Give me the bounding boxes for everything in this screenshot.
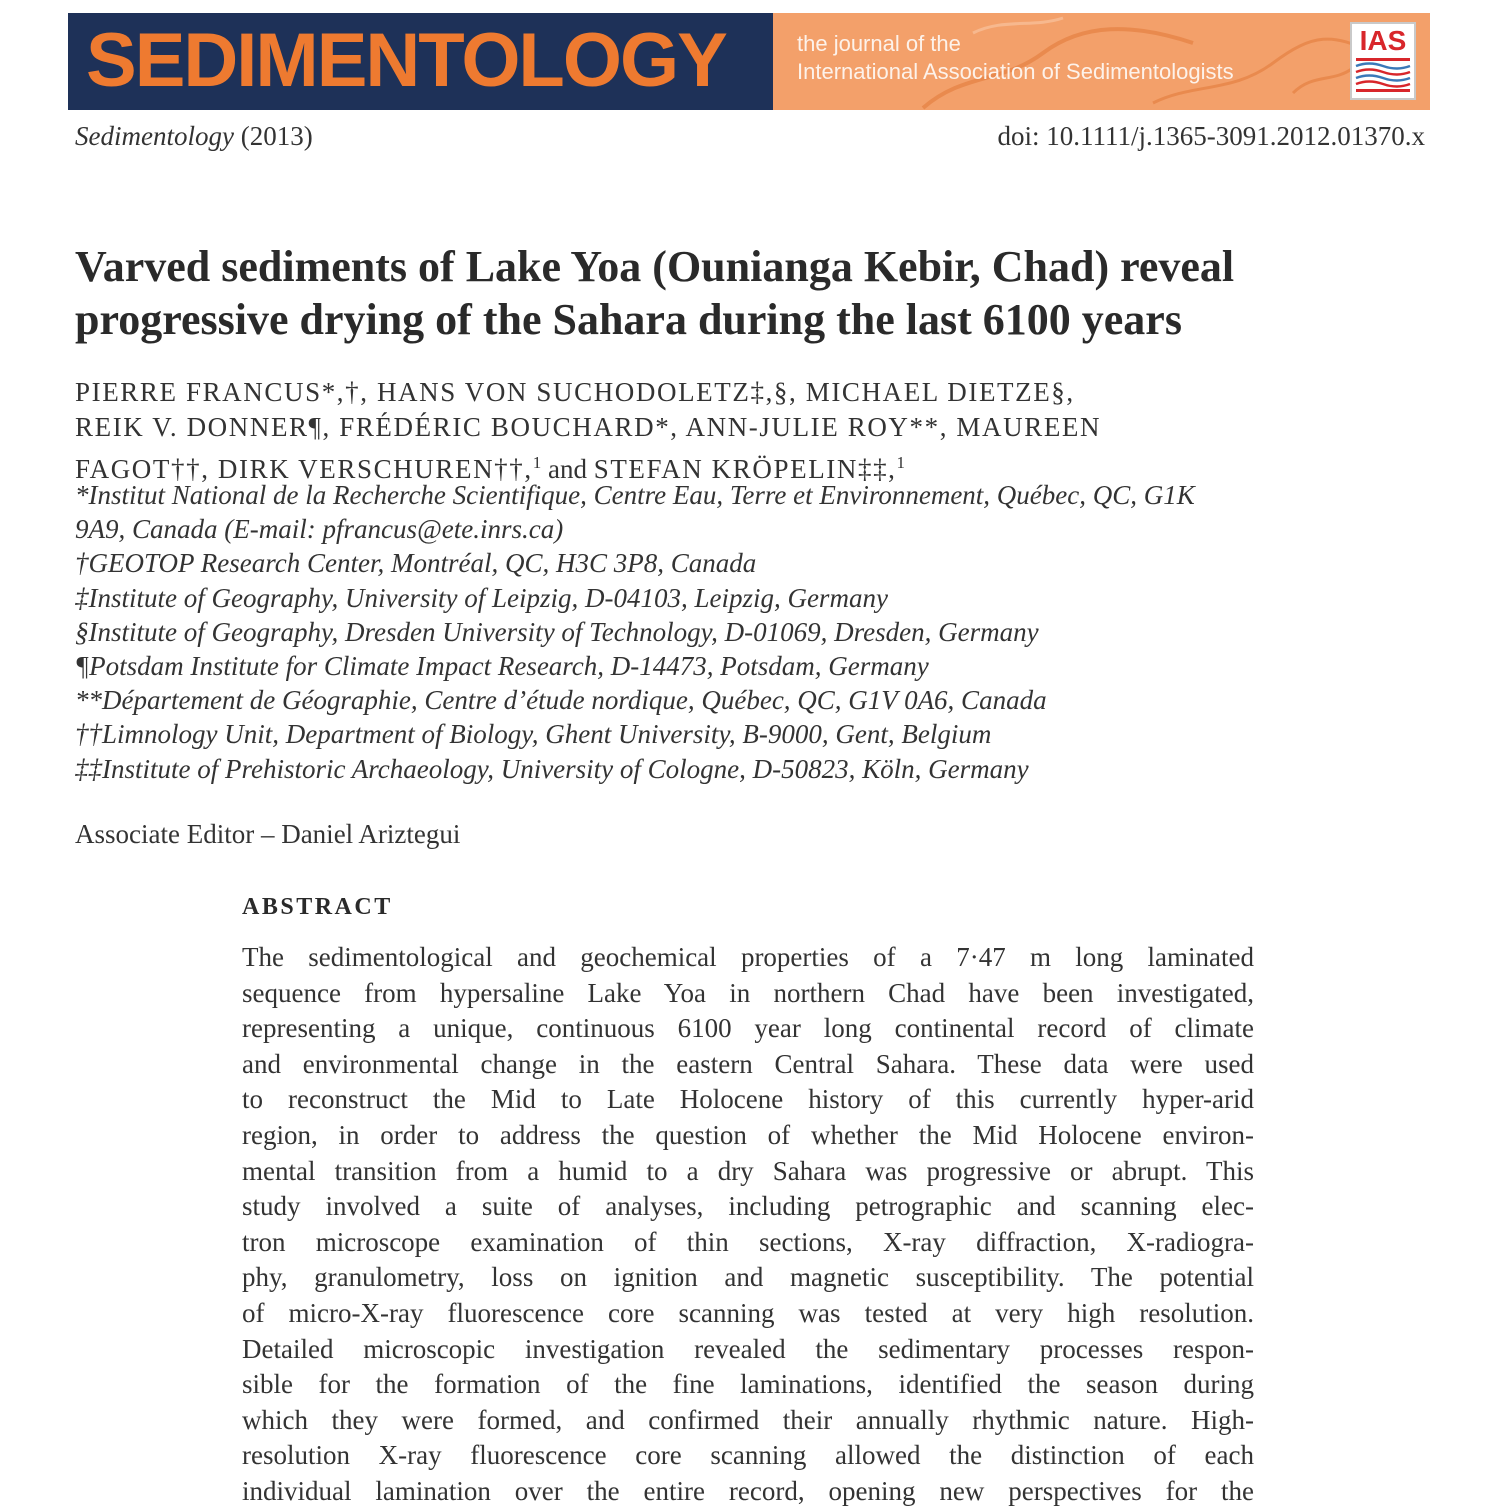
- abstract-line: phy, granulometry, loss on ignition and magnetic susceptibility. The potential: [242, 1262, 1254, 1293]
- abstract-line: Detailed microscopic investigation revealed the sedimentary processes respon-: [242, 1333, 1254, 1364]
- banner-tagline-panel: [773, 13, 1430, 110]
- author-note-marker-2: 1: [896, 453, 906, 472]
- abstract-line: sequence from hypersaline Lake Yoa in northern Chad have been investigated,: [242, 977, 1254, 1008]
- banner-tagline: [797, 30, 1234, 86]
- abstract-line: which they were formed, and confirmed their annually rhythmic nature. High-: [242, 1404, 1254, 1435]
- doi: doi: 10.1111/j.1365-3091.2012.01370.x: [997, 121, 1425, 151]
- abstract-line: tron microscope examination of thin sections, X-ray diffraction, X-radiogra-: [242, 1226, 1254, 1257]
- article-title: [75, 240, 1425, 346]
- affiliation-line: §Institute of Geography, Dresden University of Technology, D-01069, Dresden, Germany: [75, 616, 1039, 647]
- abstract-line: region, in order to address the question of whether the Mid Holocene environ-: [242, 1119, 1254, 1150]
- abstract-line: representing a unique, continuous 6100 year long continental record of climate: [242, 1013, 1254, 1044]
- title-line-1: Varved sediments of Lake Yoa (Ounianga Kebir, Chad) reveal: [75, 242, 1235, 291]
- authors-line-1: PIERRE FRANCUS*,†, HANS VON SUCHODOLETZ‡,§, MICHAEL DIETZE§,: [75, 377, 1075, 407]
- abstract-line: study involved a suite of analyses, including petrographic and scanning elec-: [242, 1191, 1254, 1222]
- publication-year: (2013): [240, 121, 313, 151]
- journal-brand: SEDIMENTOLOGY: [86, 18, 726, 103]
- affiliation-line: †GEOTOP Research Center, Montréal, QC, H3C 3P8, Canada: [75, 548, 757, 579]
- authors-and: and: [541, 454, 594, 484]
- ias-logo-waves-icon: [1352, 24, 1414, 98]
- abstract-line: sible for the formation of the fine laminations, identified the season during: [242, 1369, 1254, 1400]
- author-list: [75, 375, 1435, 487]
- abstract-line: and environmental change in the eastern Central Sahara. These data were used: [242, 1048, 1254, 1079]
- ias-logo: [1350, 22, 1416, 100]
- associate-editor: Associate Editor – Daniel Ariztegui: [75, 819, 461, 849]
- authors-line-3a: FAGOT††, DIRK VERSCHUREN††,: [75, 454, 533, 484]
- tagline-line-1: the journal of the: [797, 31, 961, 56]
- affiliation-line: *Institut National de la Recherche Scientifique, Centre Eau, Terre et Environnement, Québec, QC, G1K: [75, 480, 1195, 510]
- affiliation-line: ‡‡Institute of Prehistoric Archaeology, University of Cologne, D-50823, Köln, Germany: [75, 753, 1029, 784]
- ias-logo-text: IAS: [1359, 25, 1407, 56]
- tagline-line-2: International Association of Sedimentologists: [797, 59, 1234, 84]
- abstract-line: resolution X-ray fluorescence core scanning allowed the distinction of each: [242, 1440, 1254, 1471]
- abstract-body: [242, 940, 1254, 1510]
- citation-line: [75, 120, 1425, 152]
- affiliation-line: ‡Institute of Geography, University of Leipzig, D-04103, Leipzig, Germany: [75, 582, 888, 613]
- journal-banner: [68, 13, 1430, 110]
- affiliations: [75, 478, 1435, 786]
- abstract-heading: ABSTRACT: [242, 894, 393, 920]
- title-line-2: progressive drying of the Sahara during the last 6100 years: [75, 295, 1182, 344]
- abstract-line: to reconstruct the Mid to Late Holocene history of this currently hyper-arid: [242, 1084, 1254, 1115]
- affiliation-line: 9A9, Canada (E-mail: pfrancus@ete.inrs.ca): [75, 514, 564, 545]
- authors-line-2: REIK V. DONNER¶, FRÉDÉRIC BOUCHARD*, ANN-JULIE ROY**, MAUREEN: [75, 412, 1102, 442]
- abstract-line: individual lamination over the entire record, opening new perspectives for the: [242, 1475, 1254, 1506]
- abstract-line: The sedimentological and geochemical properties of a 7·47 m long laminated: [242, 942, 1254, 972]
- journal-name: Sedimentology: [75, 121, 234, 151]
- affiliation-line: ††Limnology Unit, Department of Biology, Ghent University, B-9000, Gent, Belgium: [75, 719, 992, 750]
- abstract-line: of micro-X-ray fluorescence core scanning was tested at very high resolution.: [242, 1297, 1254, 1328]
- authors-line-3b: STEFAN KRÖPELIN‡‡,: [593, 454, 897, 484]
- affiliation-line: ¶Potsdam Institute for Climate Impact Research, D-14473, Potsdam, Germany: [75, 651, 929, 682]
- abstract-line: mental transition from a humid to a dry Sahara was progressive or abrupt. This: [242, 1155, 1254, 1186]
- affiliation-line: **Département de Géographie, Centre d’étude nordique, Québec, QC, G1V 0A6, Canada: [75, 685, 1047, 716]
- author-note-marker: 1: [532, 453, 542, 472]
- banner-brand-panel: [68, 13, 773, 110]
